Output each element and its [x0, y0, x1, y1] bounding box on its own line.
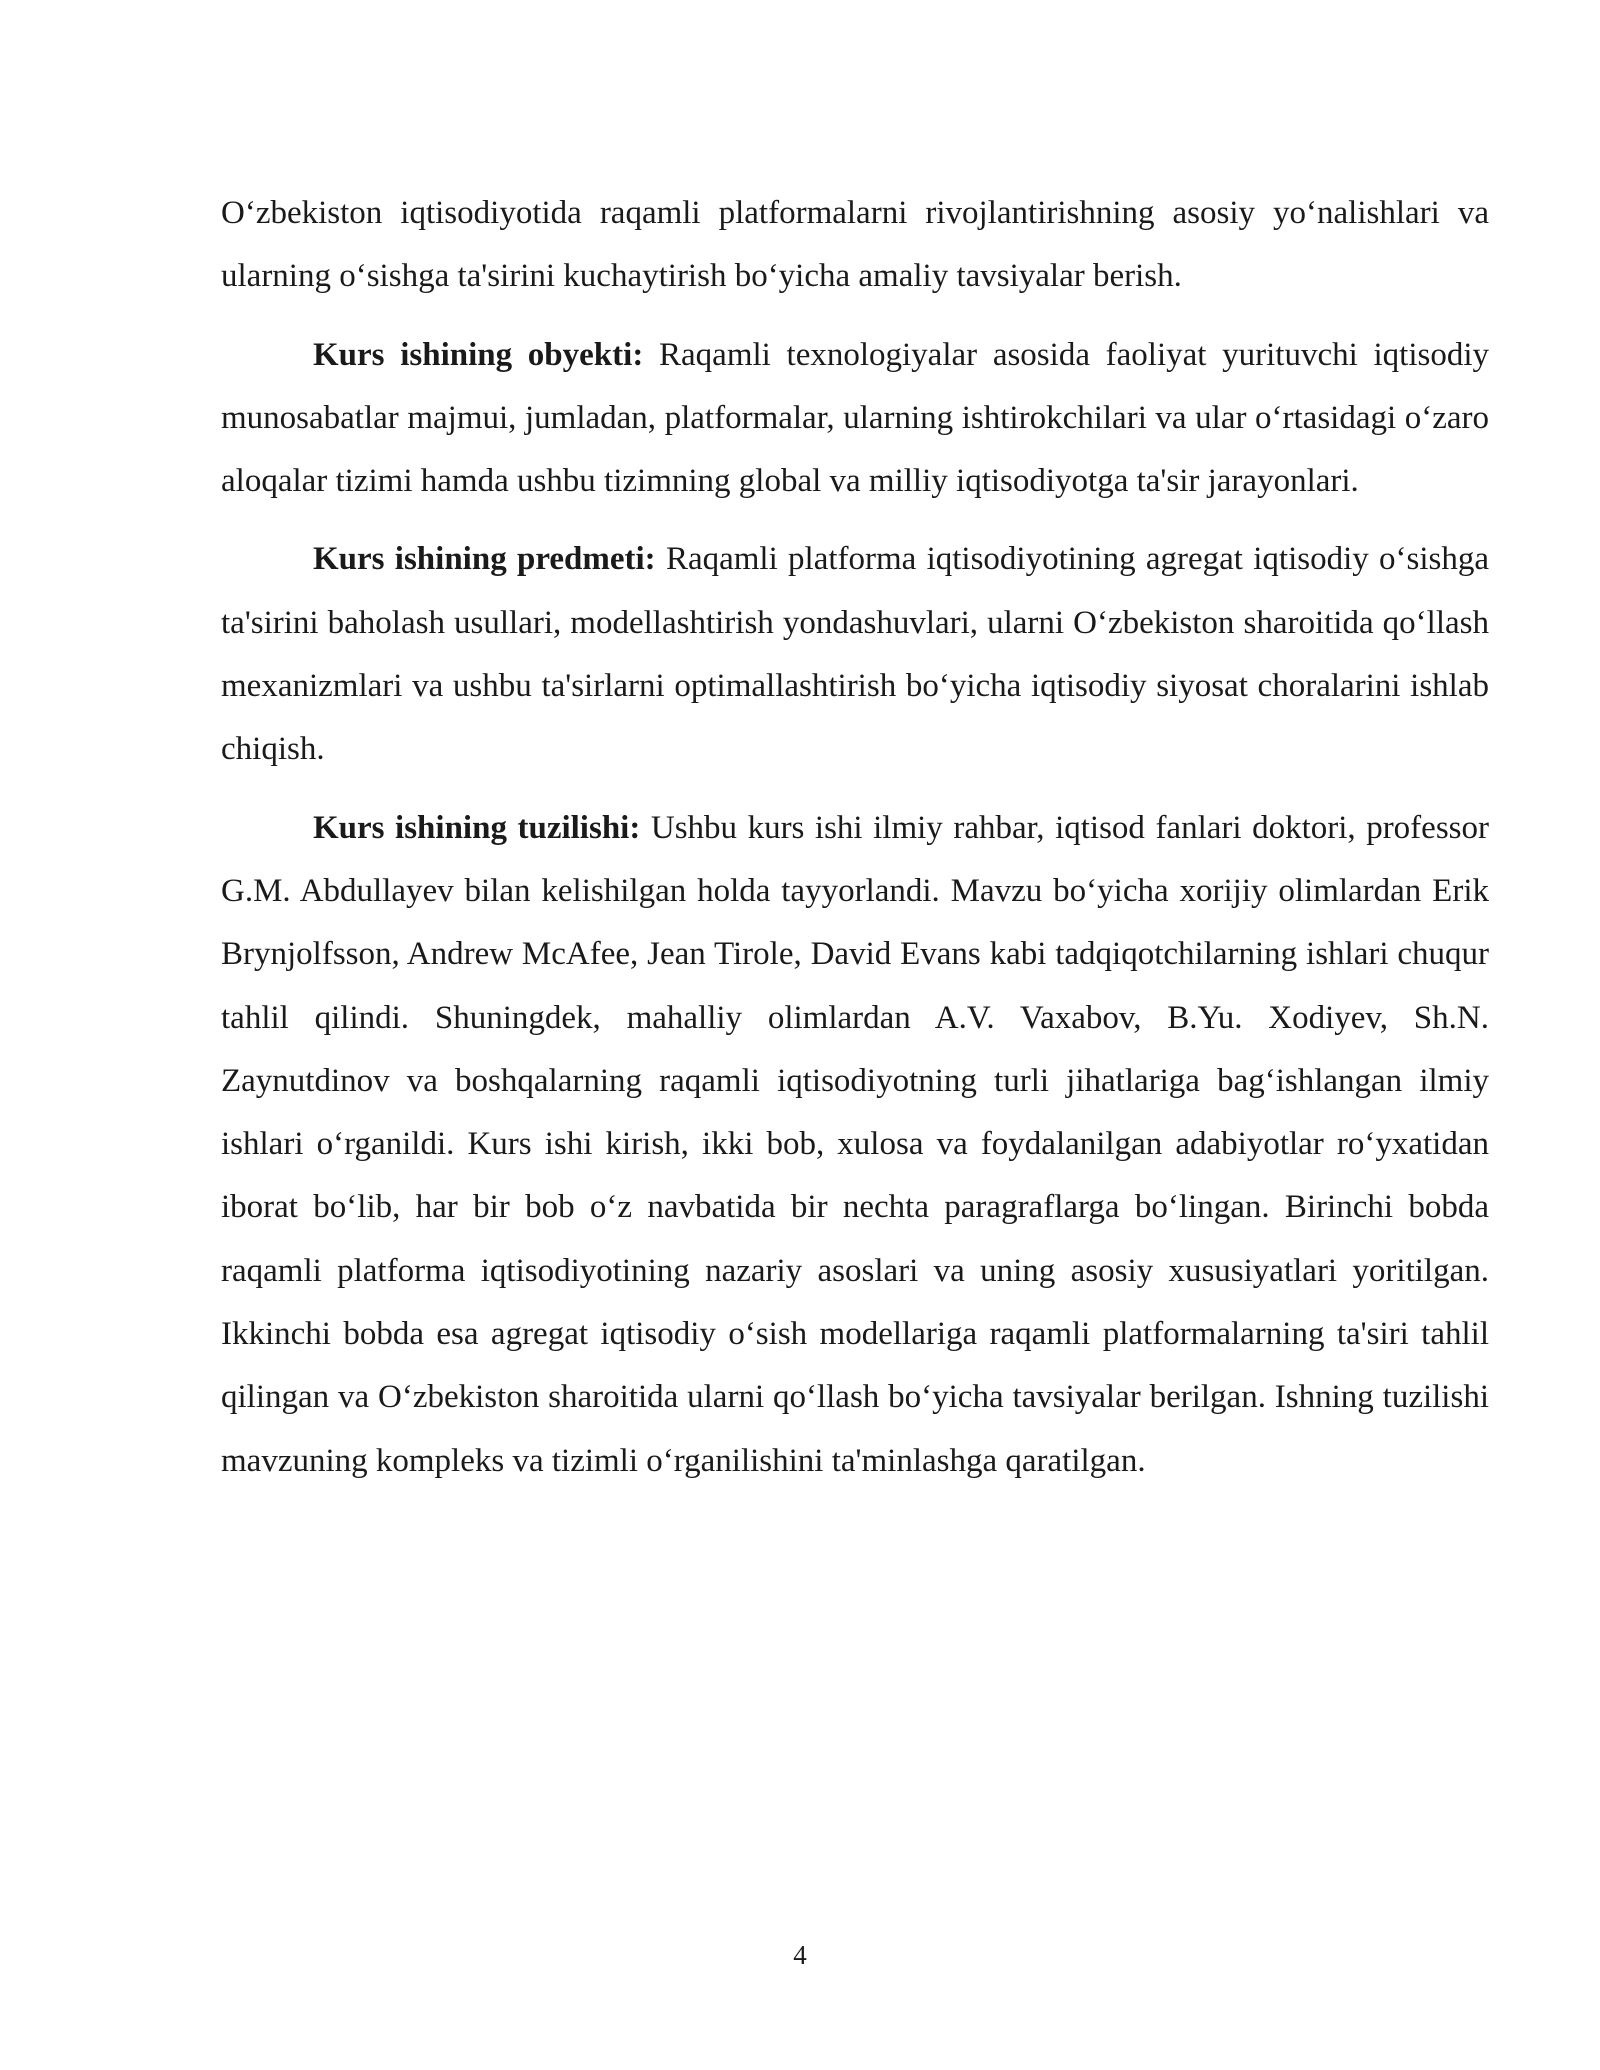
subject-text: Raqamli platforma iqtisodiyotining agregat iqtisodiy o‘sishga ta'sirini baholash usullari, modellashtirish yondashuvlari, ularni O‘zbekiston sharoitida qo‘llash mexanizmlari va ushbu ta'sirlarni optimallashtirish bo‘yicha iqtisodiy siyosat choralarini ishlab chiqish. — [221, 541, 1490, 768]
paragraph-intro — [221, 182, 1489, 309]
paragraph-intro-text: O‘zbekiston iqtisodiyotida raqamli platformalarni rivojlantirishning asosiy yo‘nalishlari va ularning o‘sishga ta'sirini kuchaytirish bo‘yicha amaliy tavsiyalar berish. — [221, 195, 1489, 295]
object-text: Raqamli texnologiyalar asosida faoliyat yurituvchi iqtisodiy munosabatlar majmui, jumladan, platformalar, ularning ishtirokchilari va ular o‘rtasidagi o‘zaro aloqalar tizimi hamda ushbu tizimning global va milliy iqtisodiyotga ta'sir jarayonlari. — [221, 336, 1489, 500]
paragraph-object — [221, 324, 1489, 514]
structure-label: Kurs ishining tuzilishi: — [313, 809, 641, 846]
object-label: Kurs ishining obyekti: — [313, 336, 644, 373]
paragraph-structure — [221, 797, 1489, 1493]
subject-label: Kurs ishining predmeti: — [313, 541, 656, 578]
paragraph-subject — [221, 528, 1489, 781]
structure-text: Ushbu kurs ishi ilmiy rahbar, iqtisod fanlari doktori, professor G.M. Abdullayev bilan kelishilgan holda tayyorlandi. Mavzu bo‘yicha xorijiy olimlardan Erik Brynjolfsson, Andrew McAfee, Jean Tirole, David Evans kabi tadqiqotchilarning ishlari chuqur tahlil qilindi. Shuningdek, mahalliy olimlardan A.V. Vaxabov, B.Yu. Xodiyev, Sh.N. Zaynutdinov va boshqalarning raqamli iqtisodiyotning turli jihatlariga bag‘ishlangan ilmiy ishlari o‘rganildi. Kurs ishi kirish, ikki bob, xulosa va foydalanilgan adabiyotlar ro‘yxatidan iborat bo‘lib, har bir bob o‘z navbatida bir nechta paragraflarga bo‘lingan. Birinchi bobda raqamli platforma iqtisodiyotining nazariy asoslari va uning asosiy xususiyatlari yoritilgan. Ikkinchi bobda esa agregat iqtisodiy o‘sish modellariga raqamli platformalarning ta'siri tahlil qilingan va O‘zbekiston sharoitida ularni qo‘llash bo‘yicha tavsiyalar berilgan. Ishning tuzilishi mavzuning kompleks va tizimli o‘rganilishini ta'minlashga qaratilgan. — [221, 809, 1489, 1479]
page-number: 4 — [793, 1940, 807, 1970]
page-body — [221, 182, 1489, 1493]
